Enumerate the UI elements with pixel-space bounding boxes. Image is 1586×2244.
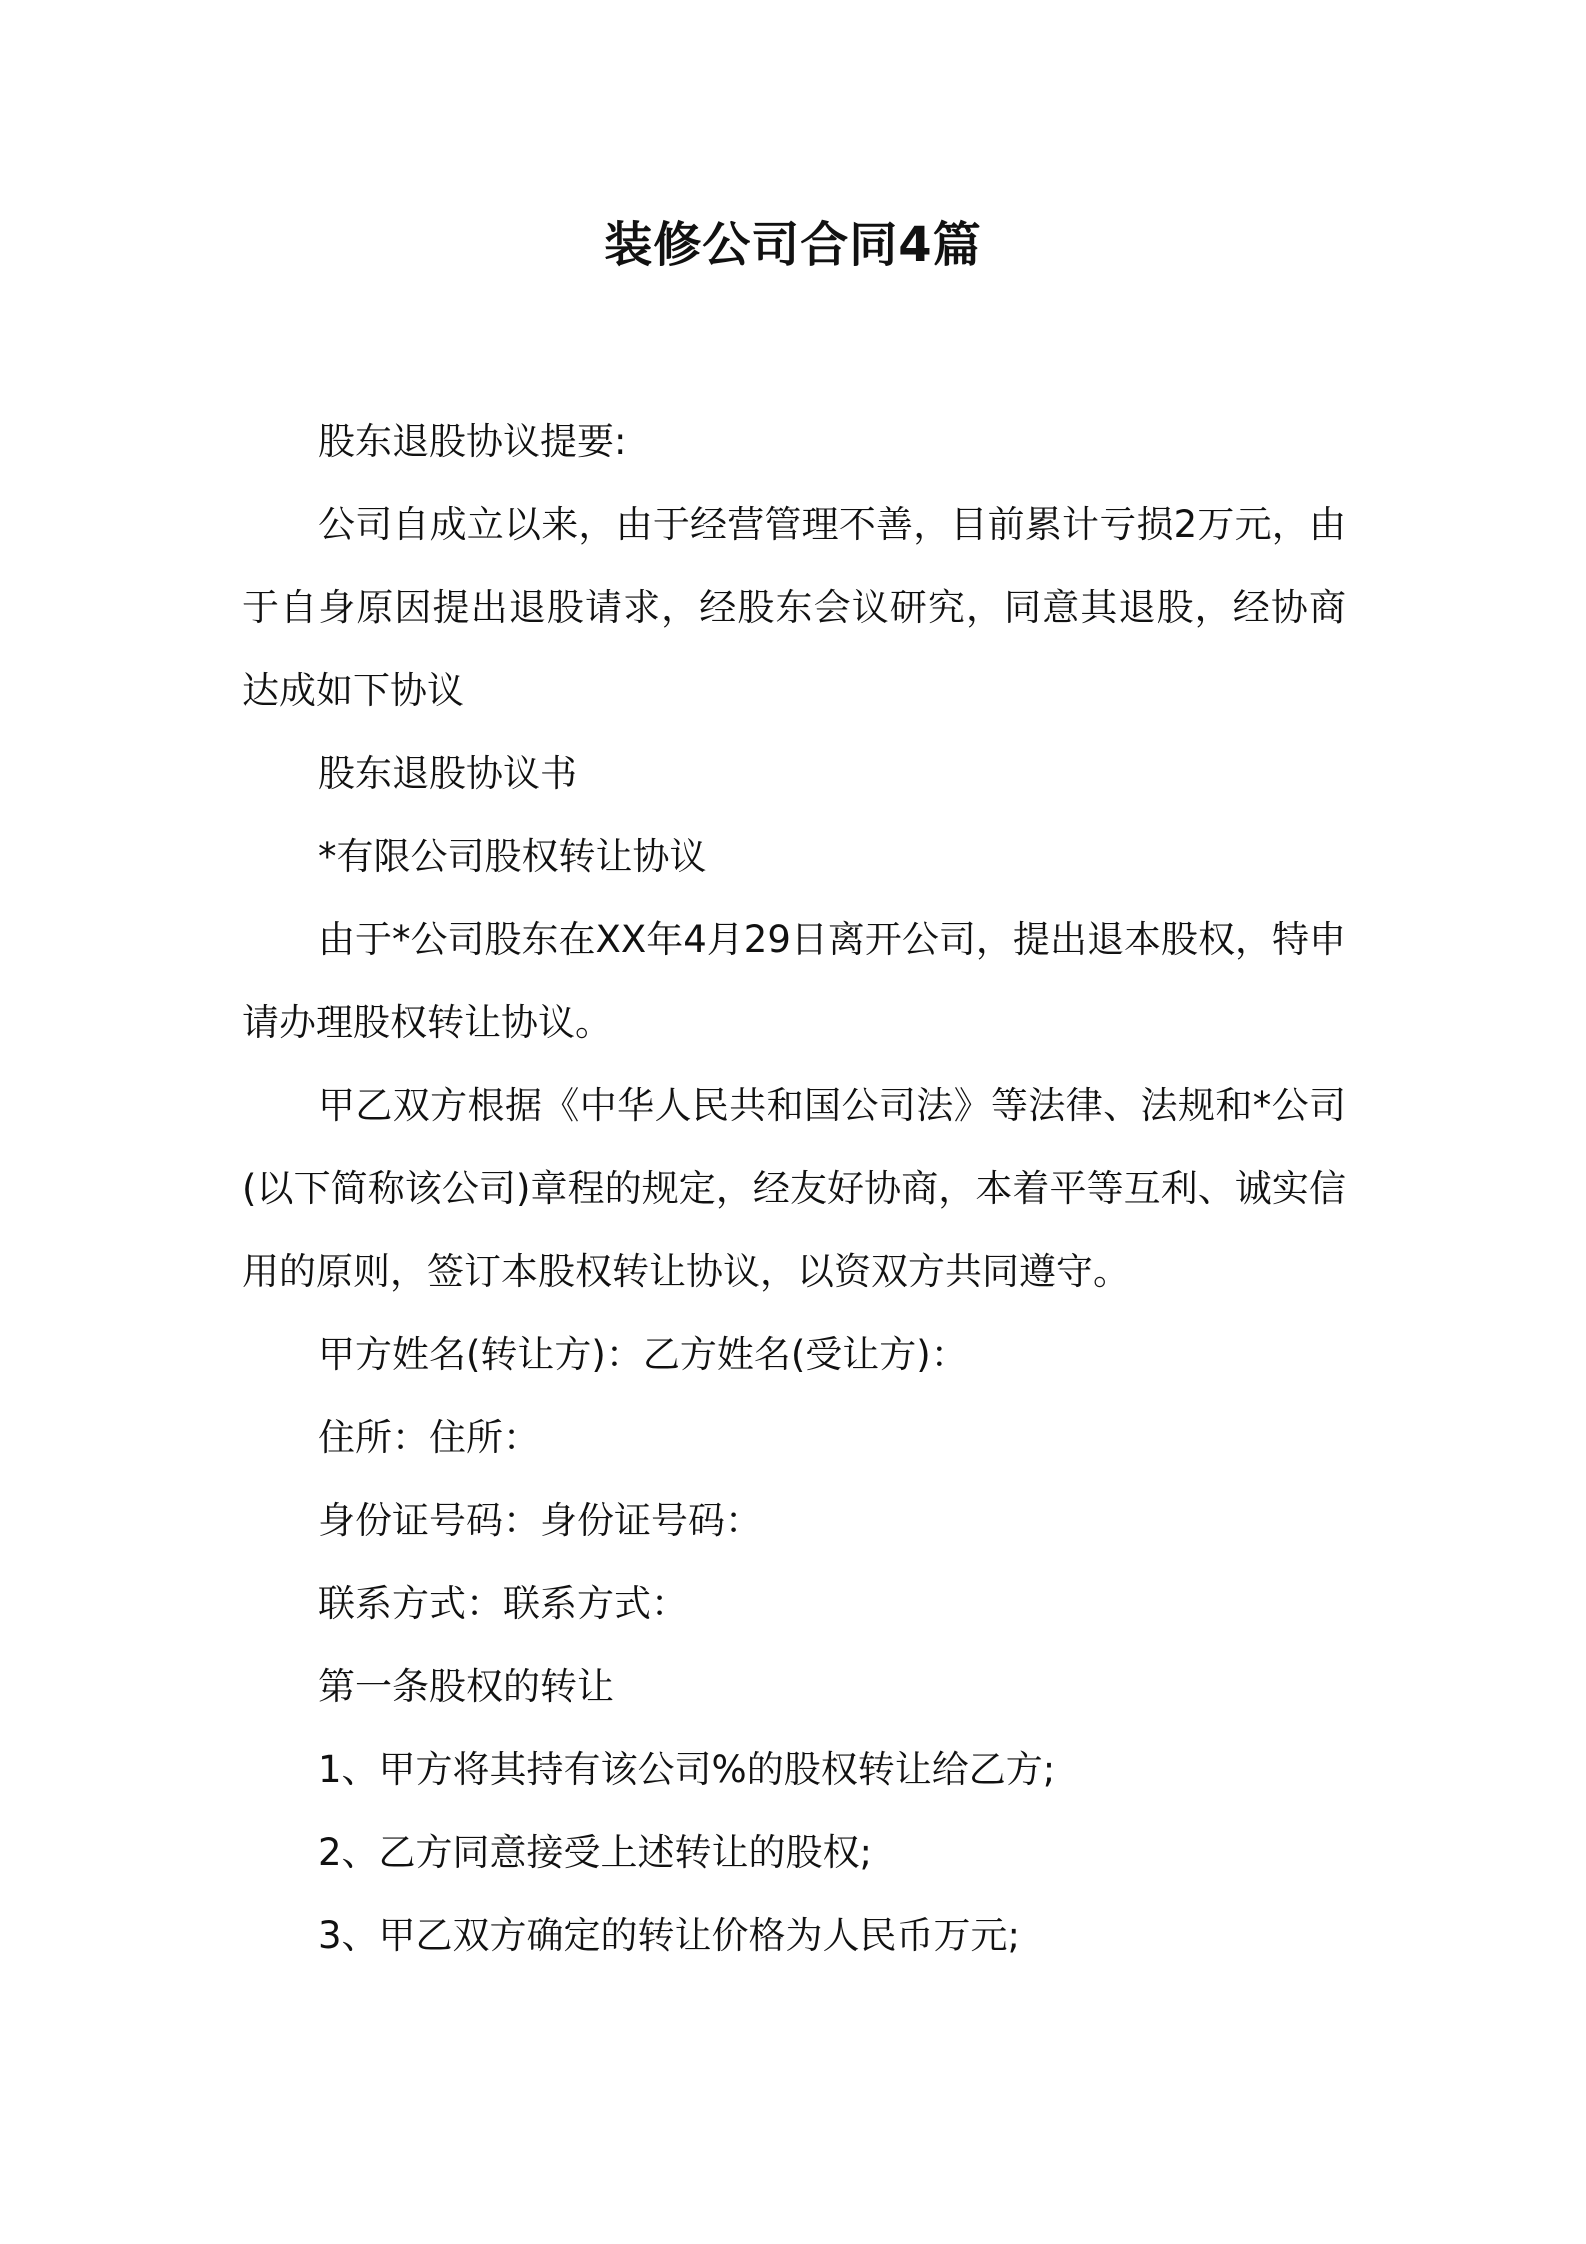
document-title: 装修公司合同4篇: [604, 217, 982, 273]
document-body: [242, 400, 1346, 1977]
paragraph-departure-statement: 由于*公司股东在XX年4月29日离开公司，提出退本股权，特申请办理股权转让协议。: [242, 918, 1346, 1044]
paragraph-background: 公司自成立以来，由于经营管理不善，目前累计亏损2万元，由于自身原因提出退股请求，经股东会议研究，同意其退股，经协商达成如下协议: [242, 503, 1346, 712]
paragraph-agreement-title: 股东退股协议书: [318, 752, 577, 795]
paragraph-transfer-agreement-title: *有限公司股权转让协议: [318, 835, 707, 878]
paragraph-id-numbers: 身份证号码：身份证号码：: [318, 1499, 762, 1542]
paragraph-article-one: 第一条股权的转让: [318, 1665, 614, 1708]
paragraph-party-names: 甲方姓名(转让方)：乙方姓名(受让方)：: [318, 1333, 968, 1376]
paragraph-summary-heading: 股东退股协议提要:: [318, 420, 627, 463]
paragraph-clause-1: 1、甲方将其持有该公司%的股权转让给乙方;: [318, 1748, 1056, 1791]
paragraph-contacts: 联系方式：联系方式：: [318, 1582, 688, 1625]
paragraph-clause-2: 2、乙方同意接受上述转让的股权;: [318, 1831, 873, 1874]
paragraph-legal-basis: 甲乙双方根据《中华人民共和国公司法》等法律、法规和*公司(以下简称该公司)章程的规定，经友好协商，本着平等互利、诚实信用的原则，签订本股权转让协议，以资双方共同遵守。: [242, 1084, 1346, 1293]
paragraph-clause-3: 3、甲乙双方确定的转让价格为人民币万元;: [318, 1914, 1021, 1957]
paragraph-addresses: 住所：住所：: [318, 1416, 540, 1459]
